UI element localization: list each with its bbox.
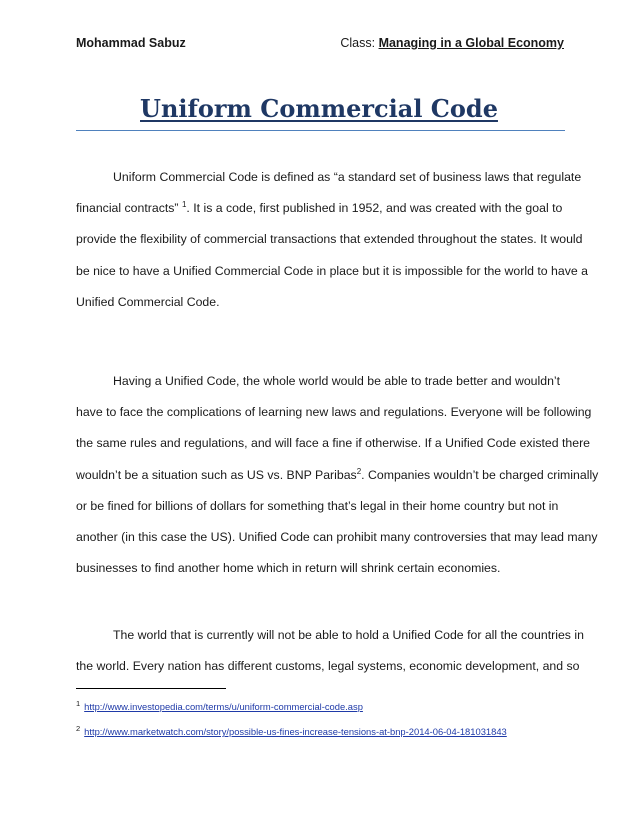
text-line: provide the flexibility of commercial transactions that extended throughout the states. It would [76,232,583,247]
class-info [340,36,564,50]
footnote-ref-2[interactable]: 2 [356,466,362,476]
footnote-link-1[interactable]: http://www.investopedia.com/terms/u/uniform-commercial-code.asp [84,701,363,712]
text-line: Uniform Commercial Code is defined as “a standard set of business laws that regulate [113,170,582,184]
text-line: have to face the complications of learning new laws and regulations. Everyone will be following [76,405,592,420]
paragraph-1 [76,162,588,318]
footnote-number: 1 [76,698,81,708]
text-line: another (in this case the US). Unified Code can prohibit many controversies that may lead many [76,529,598,544]
footnote-link-2[interactable]: http://www.marketwatch.com/story/possible-us-fines-increase-tensions-at-bnp-2014-06-04-181031843 [84,726,507,737]
text-line: the same rules and regulations, and will face a fine if otherwise. If a Unified Code existed there [76,436,591,451]
footnote-number: 2 [76,723,81,733]
class-label: Class: [340,36,379,50]
footnote-divider [76,688,226,689]
text-line: or be fined for billions of dollars for something that’s legal in their home country but not in [76,498,559,513]
title-divider [76,130,565,131]
text-line: The world that is currently will not be able to hold a Unified Code for all the countries in [113,628,584,642]
paragraph-2 [76,366,599,584]
text-line: be nice to have a Unified Commercial Code in place but it is impossible for the world to have a [76,263,588,278]
text-line: wouldn’t be a situation such as US vs. BNP Paribas$^2$. Companies wouldn’t be charged criminally [76,466,599,482]
document-title: Uniform Commercial Code [140,94,498,123]
footnote-1 [76,698,363,712]
text-line: businesses to find another home which in return will shrink certain economies. [76,561,501,576]
footnote-2 [76,723,507,737]
paragraph-3 [76,620,584,682]
page-header [76,36,564,54]
text-line: the world. Every nation has different customs, legal systems, economic development, and so [76,659,580,674]
class-name: Managing in a Global Economy [378,36,564,50]
text-line: Unified Commercial Code. [76,294,220,309]
author-name: Mohammad Sabuz [76,36,186,50]
footnote-ref-1[interactable]: 1 [181,200,187,210]
text-line: Having a Unified Code, the whole world would be able to trade better and wouldn’t [113,374,561,388]
text-line: financial contracts” $^1$. It is a code, first published in 1952, and was created with the goal to [76,200,563,216]
